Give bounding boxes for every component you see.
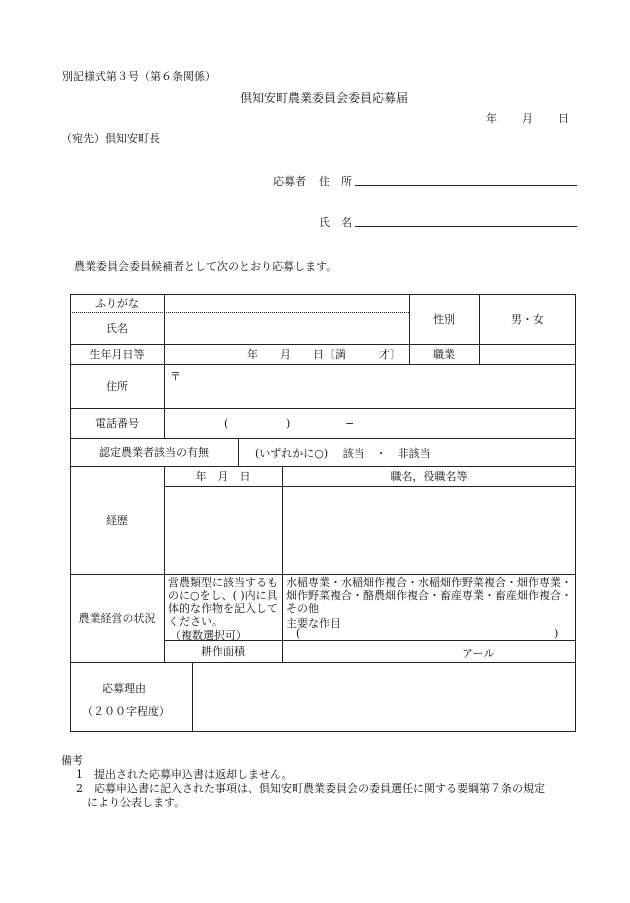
main-crops-label: 主要な作目	[286, 617, 341, 630]
phone-dash: −	[345, 417, 355, 430]
career-label: 経歴	[106, 514, 128, 527]
intro-text: 農業委員会委員候補者として次のとおり応募します。	[74, 260, 338, 273]
area-unit: アール	[462, 647, 495, 660]
birth-field[interactable]: 年 月 日〔満 才〕	[247, 348, 401, 361]
reason-field[interactable]	[193, 663, 575, 731]
career-date-header: 年 月 日	[195, 470, 251, 483]
certified-options[interactable]: (いずれかに○) 該当 ・ 非該当	[255, 447, 431, 460]
applicant-label: 応募者	[273, 175, 306, 188]
phone-label: 電話番号	[95, 417, 139, 430]
application-table	[70, 294, 576, 732]
furigana-label: ふりがな	[95, 297, 139, 310]
date-day: 日	[558, 112, 569, 125]
note-item-1: 1 提出された応募申込書は返却しません。	[76, 768, 293, 781]
occupation-field[interactable]	[479, 344, 576, 364]
gender-options[interactable]: 男・女	[511, 313, 544, 326]
career-date-field[interactable]	[165, 487, 281, 573]
farm-types[interactable]: 水稲専業・水稲畑作複合・水稲畑作野菜複合・畑作専業・畑作野菜複合・酪農畑作複合・畜産専業・畜産畑作複合・その他	[286, 576, 572, 615]
reason-note: （２００字程度）	[82, 705, 170, 718]
farm-instruction: 営農類型に該当するものに○をし、( )内に具体的な作物を記入してください。	[168, 576, 278, 628]
date-month: 月	[522, 112, 533, 125]
birth-label: 生年月日等	[89, 348, 145, 361]
farm-label: 農業経営の状況	[78, 612, 156, 625]
occupation-label: 職業	[433, 348, 455, 361]
phone-open-paren: (	[224, 417, 229, 430]
address-row-field[interactable]	[165, 380, 575, 408]
crops-open-paren: (	[296, 627, 301, 640]
crops-close-paren: )	[554, 627, 559, 640]
certified-label: 認定農業者該当の有無	[99, 446, 209, 459]
career-title-header: 職名，役職名等	[390, 470, 468, 483]
address-label: 住 所	[319, 175, 352, 188]
postal-mark: 〒	[170, 370, 181, 383]
form-number: 別記様式第３号（第６条関係）	[62, 70, 216, 83]
farm-multiple-note: （複数選択可）	[170, 629, 247, 642]
career-title-field[interactable]	[283, 487, 575, 573]
name-row-field[interactable]	[165, 312, 409, 344]
phone-close-paren: )	[286, 417, 291, 430]
address-row-label: 住所	[106, 380, 128, 393]
notes-heading: 備考	[61, 754, 83, 767]
furigana-field[interactable]	[165, 294, 409, 312]
date-year: 年	[486, 112, 497, 125]
name-label: 氏 名	[319, 216, 352, 229]
addressee: （宛先）倶知安町長	[61, 132, 160, 145]
page-title: 倶知安町農業委員会委員応募届	[240, 91, 409, 105]
reason-label: 応募理由	[102, 682, 146, 695]
note-item-2-cont: により公表します。	[87, 796, 186, 809]
area-label: 耕作面積	[201, 645, 245, 658]
address-field[interactable]	[355, 185, 577, 186]
name-field[interactable]	[355, 226, 577, 227]
gender-label: 性別	[433, 313, 455, 326]
note-item-2: 2 応募申込書に記入された事項は、倶知安町農業委員会の委員選任に関する要綱第７条の規定	[76, 782, 545, 795]
name-row-label: 氏名	[106, 322, 128, 335]
